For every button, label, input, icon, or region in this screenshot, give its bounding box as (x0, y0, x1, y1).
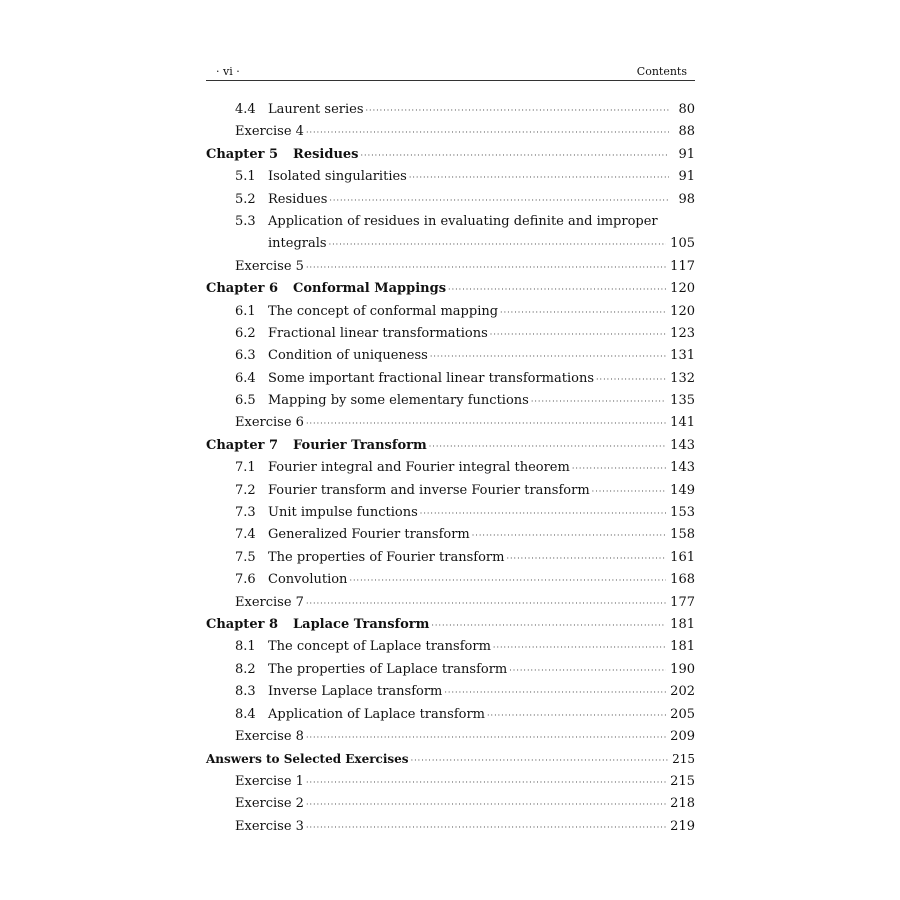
section-title: Generalized Fourier transform (268, 527, 470, 543)
dot-leader (329, 190, 669, 212)
section-title: Residues (268, 191, 328, 207)
page-number: 131 (670, 348, 695, 364)
page-number: 218 (670, 796, 695, 812)
page-number: 123 (670, 325, 695, 341)
exercise-title: Exercise 5 (235, 258, 304, 274)
toc-entry-6-1[interactable] (206, 301, 695, 323)
page-folio: · vi · (216, 65, 240, 78)
toc-entry-4-4[interactable] (206, 99, 695, 121)
page-number: 215 (672, 752, 695, 767)
toc-entry-5-1[interactable] (206, 166, 695, 188)
chapter-title: Laplace Transform (293, 616, 430, 632)
answers-title: Answers to Selected Exercises (206, 752, 409, 767)
dot-leader (329, 234, 667, 256)
toc-entry-7-1[interactable] (206, 457, 695, 479)
section-title: Unit impulse functions (268, 505, 418, 521)
dot-leader (493, 637, 666, 659)
page-number: 149 (670, 482, 695, 498)
section-number: 7.3 (235, 505, 256, 521)
page-number: 168 (670, 572, 695, 588)
toc-entry-exercise-6[interactable] (206, 412, 695, 434)
chapter-title: Fourier Transform (293, 437, 427, 453)
page-number: 181 (670, 639, 695, 655)
section-title: The properties of Fourier transform (268, 549, 505, 565)
toc-entry-7-3[interactable] (206, 502, 695, 524)
section-number: 8.4 (235, 706, 256, 722)
dot-leader (420, 503, 666, 525)
page-number: 181 (670, 616, 695, 632)
toc-entry-exercise-4[interactable] (206, 121, 695, 143)
dot-leader (366, 100, 670, 122)
toc-entry-7-2[interactable] (206, 480, 695, 502)
dot-leader (306, 122, 669, 144)
exercise-title: Exercise 8 (235, 728, 304, 744)
section-number: 7.2 (235, 482, 256, 498)
toc-entry-5-3-continued[interactable] (206, 233, 695, 255)
dot-leader (572, 458, 666, 480)
section-title: Laurent series (268, 102, 364, 117)
chapter-label: Chapter 7 (206, 437, 279, 453)
page-number: 91 (678, 146, 695, 162)
running-header (206, 58, 695, 81)
page-number: 161 (670, 549, 695, 565)
chapter-label: Chapter 6 (206, 281, 279, 297)
dot-leader (431, 615, 666, 637)
exercise-title: Exercise 7 (235, 594, 304, 610)
section-number: 6.5 (235, 393, 256, 409)
section-title: Inverse Laplace transform (268, 684, 443, 700)
dot-leader (409, 167, 669, 189)
section-title: Fourier integral and Fourier integral theorem (268, 460, 570, 476)
toc-entry-exercise-7[interactable] (206, 592, 695, 614)
section-number: 4.4 (235, 102, 256, 117)
dot-leader (490, 324, 666, 346)
page-number: 117 (670, 258, 695, 274)
dot-leader (509, 660, 666, 682)
page-number: 202 (670, 684, 695, 700)
section-title-line-1: Application of residues in evaluating definite and improper (268, 213, 658, 229)
dot-leader (592, 481, 667, 503)
toc-entry-6-2[interactable] (206, 323, 695, 345)
section-number: 6.4 (235, 370, 256, 386)
toc-entry-6-5[interactable] (206, 390, 695, 412)
toc-entry-8-3[interactable] (206, 681, 695, 703)
section-number: 8.2 (235, 661, 256, 677)
page-number: 135 (670, 393, 695, 409)
toc-entry-answers-exercise-1[interactable] (206, 771, 695, 793)
section-title: The concept of conformal mapping (268, 303, 499, 319)
dot-leader (306, 413, 666, 435)
toc-entry-8-4[interactable] (206, 704, 695, 726)
toc-entry-chapter-8[interactable] (206, 614, 695, 636)
toc-entry-chapter-7[interactable] (206, 435, 695, 457)
section-title: Mapping by some elementary functions (268, 393, 529, 409)
exercise-title: Exercise 1 (235, 773, 304, 789)
page-number: 158 (670, 527, 695, 543)
dot-leader (306, 772, 666, 794)
dot-leader (429, 436, 666, 458)
page-number: 120 (670, 303, 695, 319)
page-number: 105 (670, 236, 695, 252)
section-number: 7.6 (235, 572, 256, 588)
dot-leader (306, 593, 666, 615)
page-number: 190 (670, 661, 695, 677)
section-title: Fractional linear transformations (268, 325, 488, 341)
section-number: 8.3 (235, 684, 256, 700)
page-number: 132 (670, 370, 695, 386)
section-title: Isolated singularities (268, 169, 407, 185)
dot-leader (531, 391, 666, 413)
page-number: 209 (670, 728, 695, 744)
toc-entry-7-4[interactable] (206, 524, 695, 546)
toc-entry-exercise-8[interactable] (206, 726, 695, 748)
page-number: 120 (670, 281, 695, 297)
section-number: 7.1 (235, 460, 256, 476)
section-title: Application of Laplace transform (268, 706, 485, 722)
section-title: Some important fractional linear transformations (268, 370, 595, 386)
toc-entry-answers-exercise-3[interactable] (206, 816, 695, 838)
dot-leader (444, 682, 666, 704)
toc-entry-8-2[interactable] (206, 659, 695, 681)
section-title-line-2: integrals (268, 236, 327, 252)
chapter-title: Residues (293, 146, 359, 162)
page-number: 219 (670, 818, 695, 834)
toc-entry-6-4[interactable] (206, 368, 695, 390)
toc-entry-answers[interactable] (206, 748, 695, 770)
exercise-title: Exercise 2 (235, 796, 304, 812)
dot-leader (596, 369, 666, 391)
toc-entry-8-1[interactable] (206, 636, 695, 658)
table-of-contents (206, 99, 695, 838)
dot-leader (487, 705, 666, 727)
toc-entry-7-5[interactable] (206, 547, 695, 569)
section-title: Condition of uniqueness (268, 348, 428, 364)
page-number: 98 (678, 191, 695, 207)
toc-entry-7-6[interactable] (206, 569, 695, 591)
page-number: 143 (670, 460, 695, 476)
exercise-title: Exercise 6 (235, 415, 304, 431)
book-page (206, 58, 695, 834)
section-title: Fourier transform and inverse Fourier transform (268, 482, 590, 498)
dot-leader (411, 750, 669, 772)
page-number: 153 (670, 505, 695, 521)
dot-leader (306, 727, 666, 749)
toc-entry-5-3[interactable] (206, 211, 695, 233)
page-number: 177 (670, 594, 695, 610)
chapter-label: Chapter 8 (206, 616, 279, 632)
section-number: 5.3 (235, 213, 256, 229)
dot-leader (472, 525, 666, 547)
page-number: 205 (670, 706, 695, 722)
section-number: 5.2 (235, 191, 256, 207)
section-number: 7.4 (235, 527, 256, 543)
dot-leader (306, 794, 666, 816)
page-number: 80 (678, 102, 695, 117)
toc-entry-5-2[interactable] (206, 189, 695, 211)
dot-leader (360, 145, 669, 167)
section-number: 5.1 (235, 169, 256, 185)
toc-entry-chapter-5[interactable] (206, 144, 695, 166)
exercise-title: Exercise 4 (235, 124, 304, 140)
page-number: 215 (670, 773, 695, 789)
dot-leader (448, 279, 666, 301)
section-title: The concept of Laplace transform (268, 639, 491, 655)
toc-entry-answers-exercise-2[interactable] (206, 793, 695, 815)
page-number: 91 (678, 169, 695, 185)
dot-leader (506, 548, 666, 570)
header-section-title: Contents (636, 65, 687, 78)
section-number: 6.3 (235, 348, 256, 364)
section-number: 6.1 (235, 303, 256, 319)
toc-entry-6-3[interactable] (206, 345, 695, 367)
toc-entry-chapter-6[interactable] (206, 278, 695, 300)
exercise-title: Exercise 3 (235, 818, 304, 834)
chapter-label: Chapter 5 (206, 146, 279, 162)
dot-leader (306, 257, 666, 279)
section-number: 7.5 (235, 549, 256, 565)
dot-leader (306, 817, 666, 839)
chapter-title: Conformal Mappings (293, 281, 447, 297)
section-title: Convolution (268, 572, 348, 588)
page-number: 88 (678, 124, 695, 140)
dot-leader (430, 346, 666, 368)
section-title: The properties of Laplace transform (268, 661, 508, 677)
section-number: 8.1 (235, 639, 256, 655)
toc-entry-exercise-5[interactable] (206, 256, 695, 278)
page-number: 143 (670, 437, 695, 453)
dot-leader (500, 302, 666, 324)
page-number: 141 (670, 415, 695, 431)
section-number: 6.2 (235, 325, 256, 341)
dot-leader (349, 570, 666, 592)
